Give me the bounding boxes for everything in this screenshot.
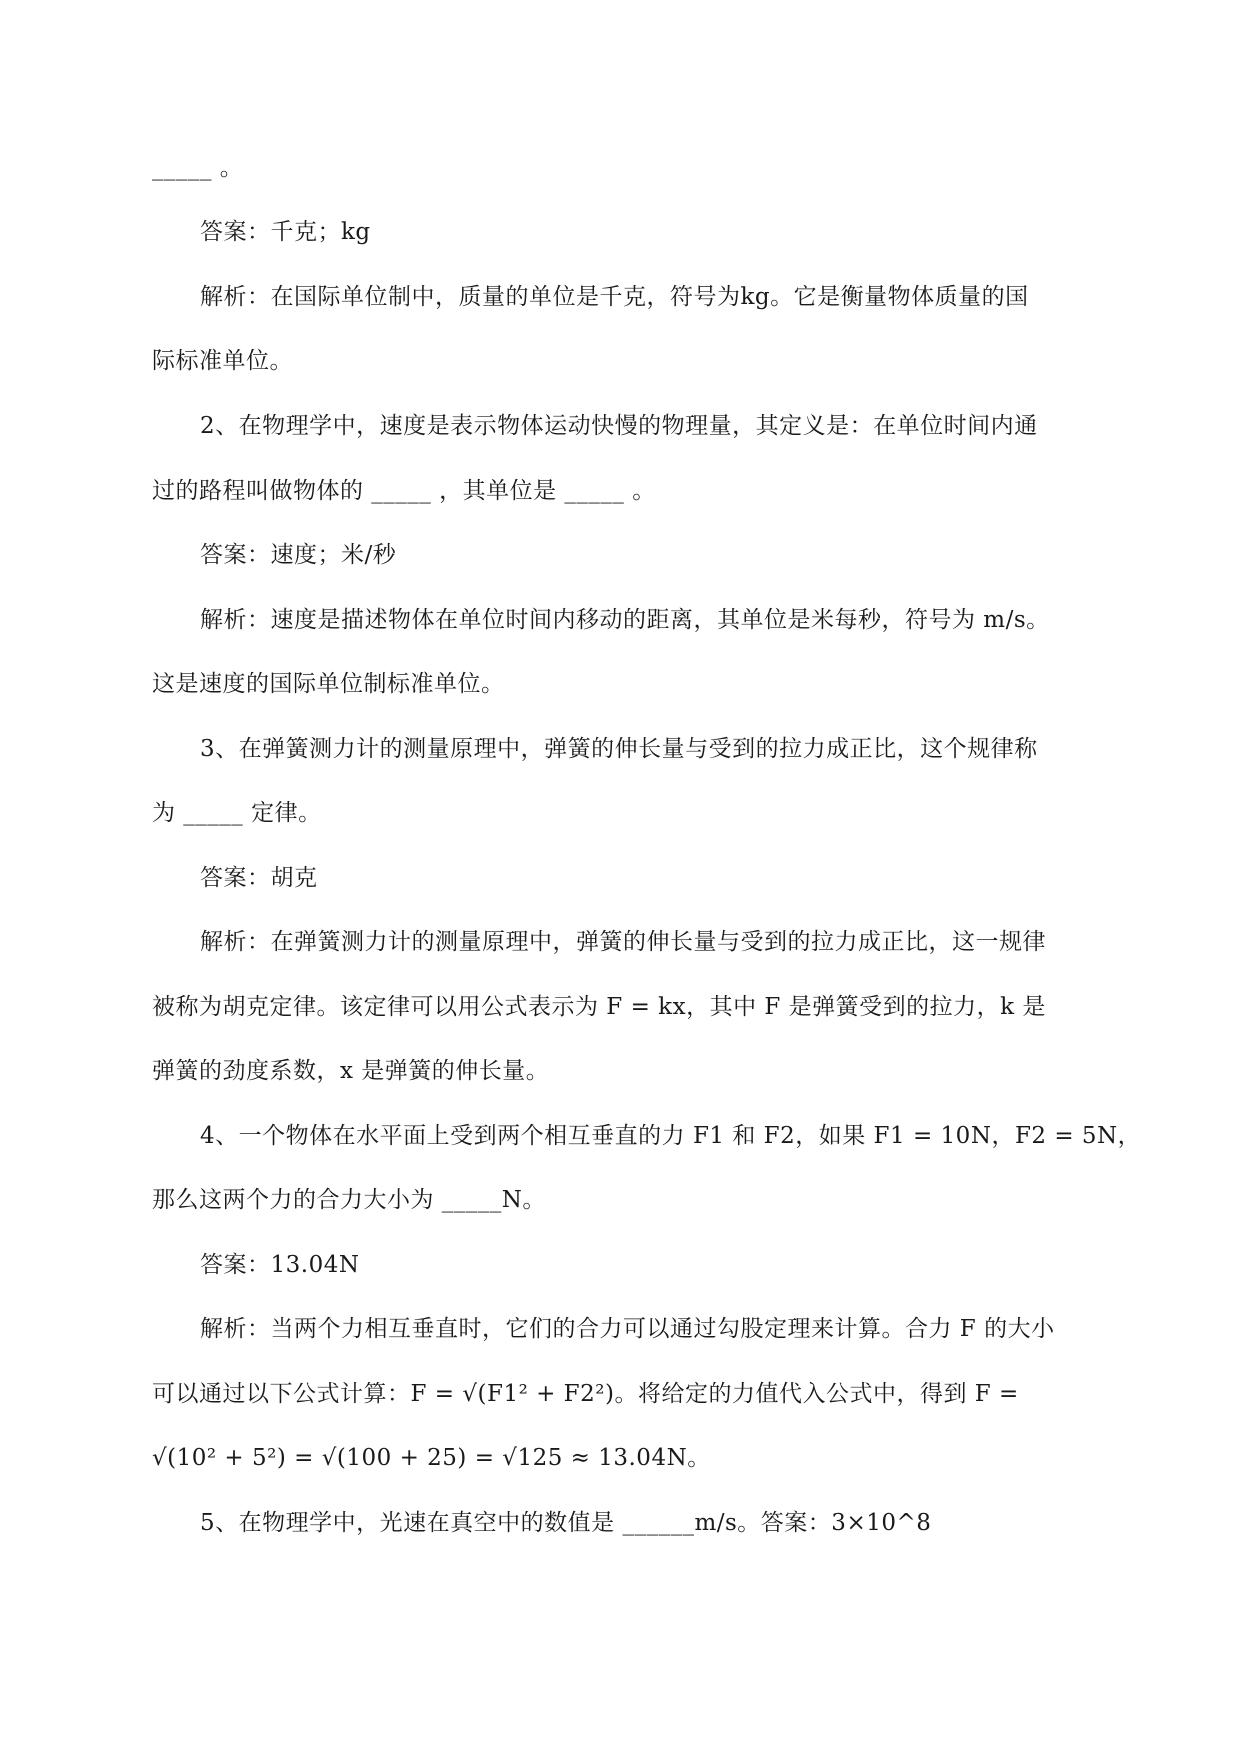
question-4-line-1: 4、一个物体在水平面上受到两个相互垂直的力 F1 和 F2，如果 F1 = 10N，F2 = 5N， bbox=[200, 1123, 1142, 1149]
question-3-line-1: 3、在弹簧测力计的测量原理中，弹簧的伸长量与受到的拉力成正比，这个规律称 bbox=[200, 736, 1038, 762]
question-2-line-2: 过的路程叫做物体的 _____ ，其单位是 _____ 。 bbox=[152, 478, 656, 504]
analysis-4-line-1: 解析：当两个力相互垂直时，它们的合力可以通过勾股定理来计算。合力 F 的大小 bbox=[200, 1316, 1055, 1342]
analysis-2-line-1: 解析：速度是描述物体在单位时间内移动的距离，其单位是米每秒，符号为 m/s。 bbox=[200, 607, 1050, 633]
analysis-3-line-3: 弹簧的劲度系数，x 是弹簧的伸长量。 bbox=[152, 1058, 550, 1084]
question-4-line-2: 那么这两个力的合力大小为 _____N。 bbox=[152, 1187, 546, 1213]
question-3-line-2: 为 _____ 定律。 bbox=[152, 800, 322, 826]
analysis-4-line-2: 可以通过以下公式计算：F = √(F1² + F2²)。将给定的力值代入公式中，得到 F = bbox=[152, 1381, 1019, 1407]
question-2-line-1: 2、在物理学中，速度是表示物体运动快慢的物理量，其定义是：在单位时间内通 bbox=[200, 413, 1038, 439]
answer-4: 答案：13.04N bbox=[200, 1252, 360, 1278]
analysis-3-line-2: 被称为胡克定律。该定律可以用公式表示为 F = kx，其中 F 是弹簧受到的拉力，k 是 bbox=[152, 994, 1046, 1020]
analysis-4-line-3: √(10² + 5²) = √(100 + 25) = √125 ≈ 13.04N。 bbox=[152, 1445, 711, 1471]
answer-3: 答案：胡克 bbox=[200, 865, 318, 891]
answer-2: 答案：速度；米/秒 bbox=[200, 542, 397, 568]
analysis-2-line-2: 这是速度的国际单位制标准单位。 bbox=[152, 671, 505, 697]
analysis-1-line-1: 解析：在国际单位制中，质量的单位是千克，符号为kg。它是衡量物体质量的国 bbox=[200, 284, 1029, 310]
text-line-1: _____ 。 bbox=[152, 155, 244, 181]
analysis-1-line-2: 际标准单位。 bbox=[152, 348, 293, 374]
answer-1: 答案：千克；kg bbox=[200, 219, 371, 245]
analysis-3-line-1: 解析：在弹簧测力计的测量原理中，弹簧的伸长量与受到的拉力成正比，这一规律 bbox=[200, 929, 1046, 955]
question-5: 5、在物理学中，光速在真空中的数值是 ______m/s。答案：3×10^8 bbox=[200, 1510, 932, 1536]
